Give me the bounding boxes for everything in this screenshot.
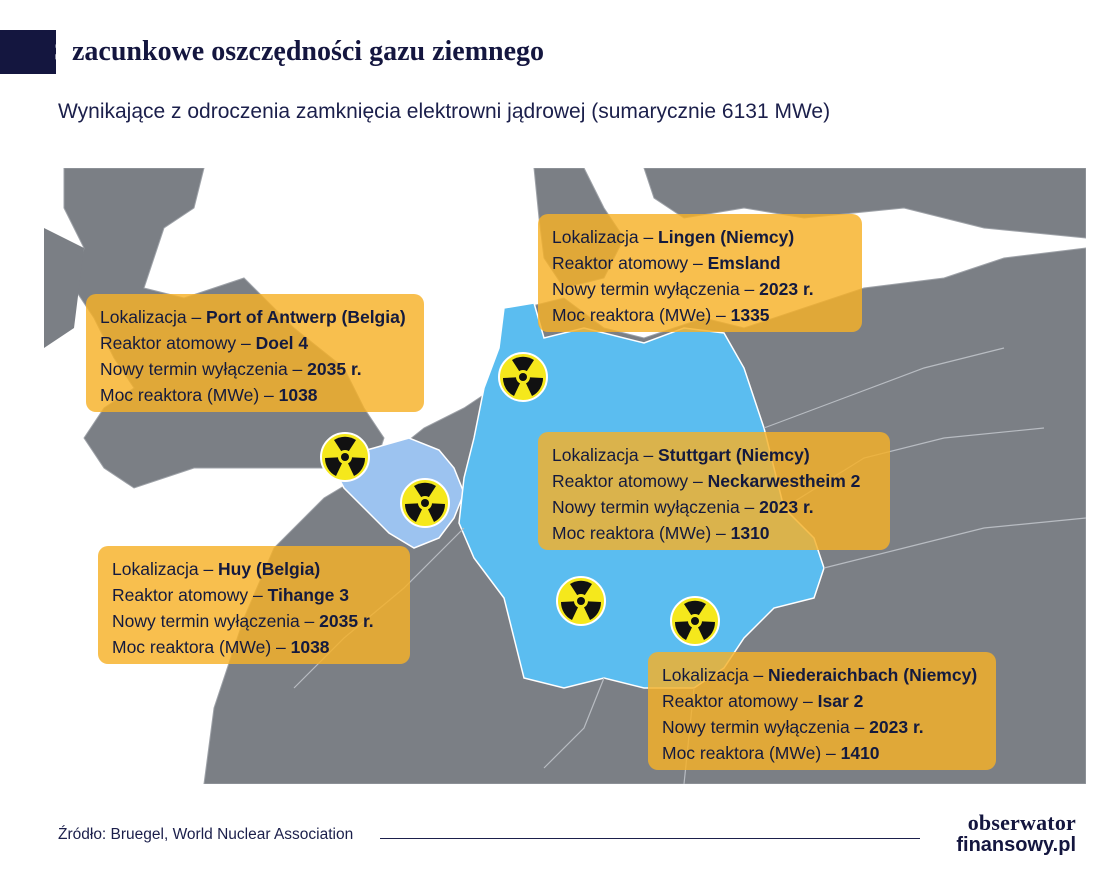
power-value: 1335 [730, 305, 770, 325]
power-label: Moc reaktora (MWe) – [662, 743, 841, 763]
callout-row [552, 494, 876, 520]
shutdown-value: 2035 r. [319, 611, 374, 631]
footer-divider [380, 838, 920, 839]
location-value: Stuttgart (Niemcy) [658, 445, 810, 465]
shutdown-value: 2023 r. [869, 717, 924, 737]
publisher-logo [936, 812, 1076, 856]
callout-emsland [538, 214, 862, 332]
reactor-label: Reaktor atomowy – [552, 253, 708, 273]
callout-row [100, 304, 410, 330]
reactor-label: Reaktor atomowy – [662, 691, 818, 711]
location-label: Lokalizacja – [552, 227, 659, 247]
logo-line-2: finansowy.pl [956, 834, 1076, 856]
callout-row [662, 688, 982, 714]
callout-row [662, 714, 982, 740]
radiation-icon-tihange [400, 478, 450, 528]
callout-row [112, 556, 396, 582]
power-value: 1038 [290, 637, 330, 657]
reactor-value: Doel 4 [255, 333, 309, 353]
location-label: Lokalizacja – [112, 559, 219, 579]
page-title [54, 30, 545, 74]
title-first-letter: S [54, 36, 70, 67]
callout-row [552, 276, 848, 302]
reactor-label: Reaktor atomowy – [100, 333, 256, 353]
location-label: Lokalizacja – [662, 665, 769, 685]
power-value: 1310 [730, 523, 770, 543]
shutdown-value: 2035 r. [307, 359, 362, 379]
callout-row [100, 356, 410, 382]
power-label: Moc reaktora (MWe) – [112, 637, 291, 657]
location-value: Huy (Belgia) [218, 559, 321, 579]
location-value: Niederaichbach (Niemcy) [768, 665, 978, 685]
logo-line-1: obserwator [967, 810, 1076, 835]
shutdown-label: Nowy termin wyłączenia – [552, 497, 760, 517]
location-label: Lokalizacja – [552, 445, 659, 465]
callout-row [662, 662, 982, 688]
power-label: Moc reaktora (MWe) – [100, 385, 279, 405]
callout-neckarwestheim [538, 432, 890, 550]
callout-tihange [98, 546, 410, 664]
reactor-label: Reaktor atomowy – [552, 471, 708, 491]
callout-row [112, 608, 396, 634]
callout-row [662, 740, 982, 766]
reactor-value: Neckarwestheim 2 [707, 471, 861, 491]
callout-isar [648, 652, 996, 770]
shutdown-label: Nowy termin wyłączenia – [662, 717, 870, 737]
location-value: Lingen (Niemcy) [658, 227, 795, 247]
page-subtitle: Wynikające z odroczenia zamknięcia elektrowni jądrowej (sumarycznie 6131 MWe) [58, 100, 831, 123]
callout-row [112, 634, 396, 660]
radiation-icon-emsland [498, 352, 548, 402]
callout-row [112, 582, 396, 608]
location-value: Port of Antwerp (Belgia) [206, 307, 406, 327]
callout-row [552, 442, 876, 468]
radiation-icon-neckarwestheim [556, 576, 606, 626]
callout-row [552, 250, 848, 276]
location-label: Lokalizacja – [100, 307, 207, 327]
radiation-icon-doel [320, 432, 370, 482]
callout-row [100, 330, 410, 356]
shutdown-label: Nowy termin wyłączenia – [112, 611, 320, 631]
power-label: Moc reaktora (MWe) – [552, 305, 731, 325]
power-value: 1038 [278, 385, 318, 405]
callout-row [552, 224, 848, 250]
callout-row [552, 520, 876, 546]
shutdown-label: Nowy termin wyłączenia – [552, 279, 760, 299]
title-text: zacunkowe oszczędności gazu ziemnego [72, 36, 545, 67]
reactor-value: Emsland [707, 253, 781, 273]
callout-row [552, 302, 848, 328]
radiation-icon-isar [670, 596, 720, 646]
power-value: 1410 [840, 743, 880, 763]
reactor-label: Reaktor atomowy – [112, 585, 268, 605]
source-note: Źródło: Bruegel, World Nuclear Association [58, 826, 354, 843]
shutdown-value: 2023 r. [759, 497, 814, 517]
reactor-value: Isar 2 [817, 691, 864, 711]
callout-doel [86, 294, 424, 412]
shutdown-label: Nowy termin wyłączenia – [100, 359, 308, 379]
callout-row [552, 468, 876, 494]
reactor-value: Tihange 3 [267, 585, 349, 605]
title-accent-bar [0, 30, 56, 74]
callout-row [100, 382, 410, 408]
shutdown-value: 2023 r. [759, 279, 814, 299]
power-label: Moc reaktora (MWe) – [552, 523, 731, 543]
